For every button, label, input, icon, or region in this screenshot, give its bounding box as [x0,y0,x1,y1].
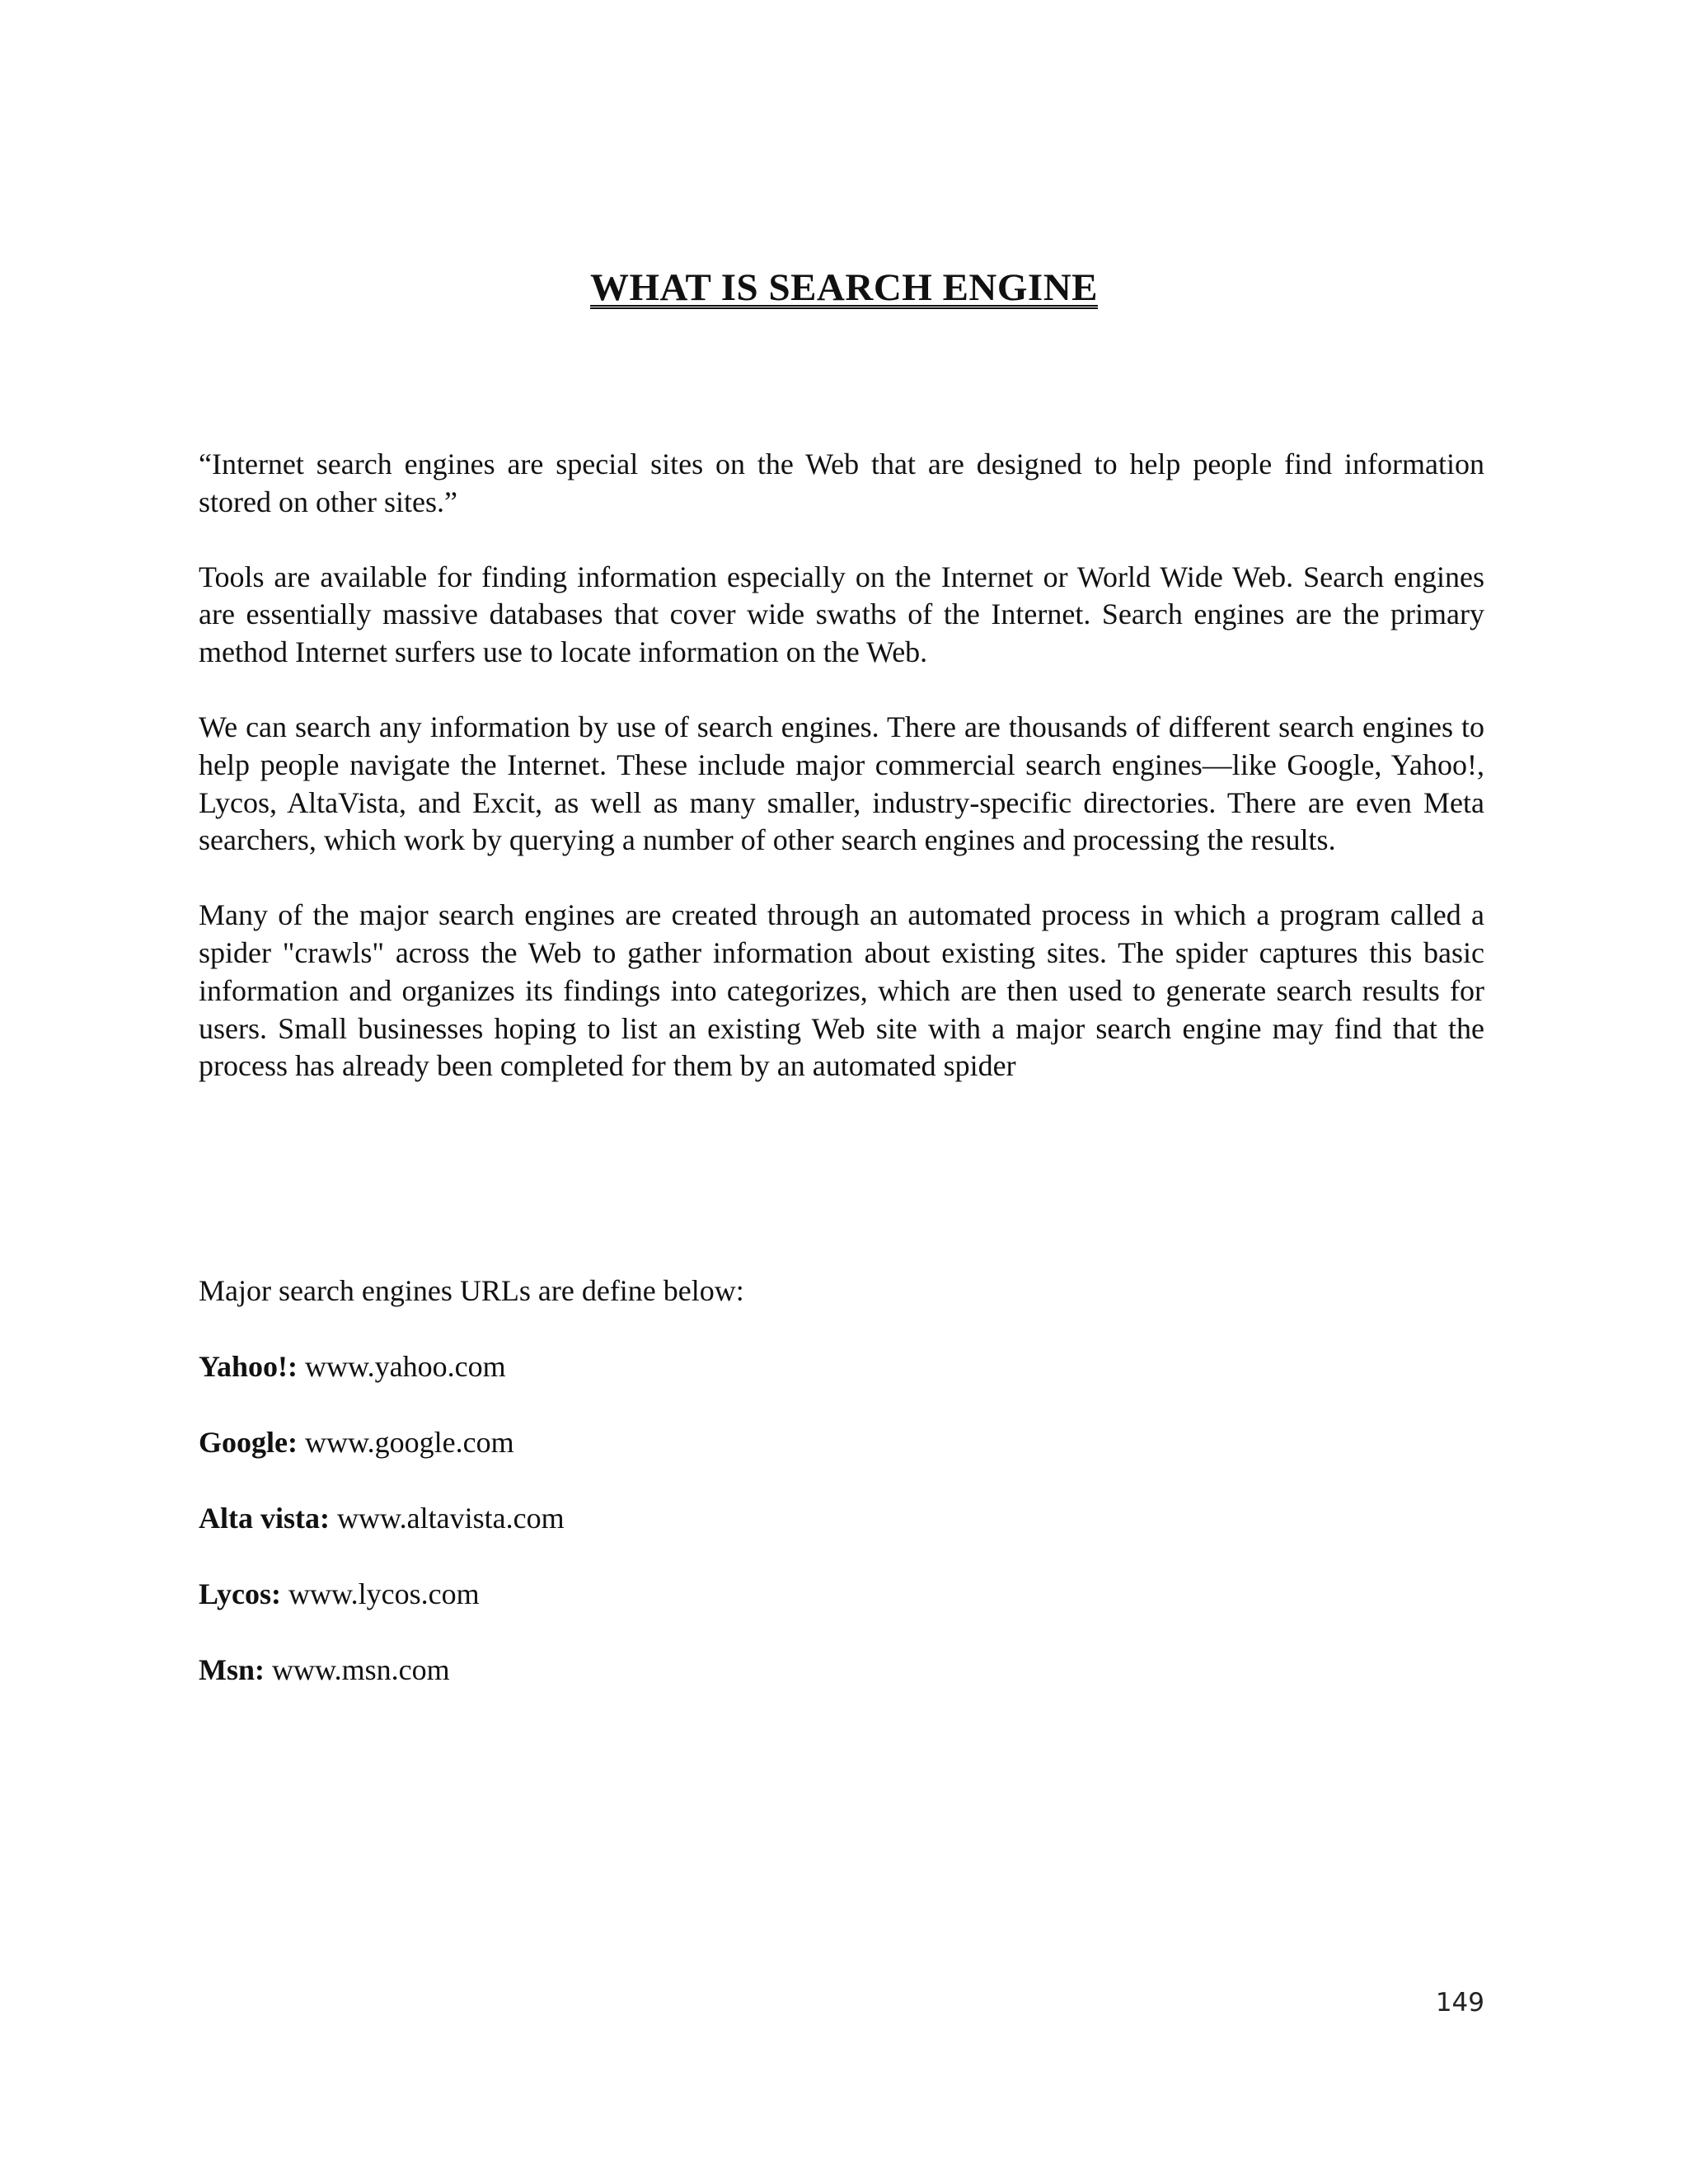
engine-list [199,1347,1484,1727]
paragraph-definition: “Internet search engines are special sites on the Web that are designed to help people find information stored on other sites.” [199,448,1484,518]
engine-name: Msn: [199,1653,265,1686]
paragraph-search-any: We can search any information by use of search engines. There are thousands of different search engines to help people navigate the Internet. These include major commercial search engines—like Google, Yahoo!, Lycos, AltaVista, and Excit, as well as many smaller, industry-specific directories. There are even Meta searchers, which work by querying a number of other search engines and processing the results. [199,710,1484,857]
body-text [199,446,1484,1122]
urls-intro: Major search engines URLs are define below: [199,1274,744,1307]
list-item [199,1651,1484,1727]
list-item [199,1575,1484,1651]
engine-name: Yahoo!: [199,1350,298,1383]
engine-name: Alta vista: [199,1502,330,1535]
engine-url: www.yahoo.com [305,1350,506,1383]
list-item [199,1423,1484,1499]
page-title [0,265,1688,310]
engine-url: www.msn.com [272,1653,450,1686]
engine-url: www.altavista.com [336,1502,565,1535]
paragraph-tools: Tools are available for finding information especially on the Internet or World Wide Web. Search engines are essentially massive databases that cover wide swaths of the Internet. Search engines are the primary method Internet surfers use to locate information on the Web. [199,560,1484,669]
engine-url: www.google.com [304,1426,514,1459]
engine-url: www.lycos.com [288,1577,480,1610]
list-item [199,1347,1484,1423]
engine-name: Google: [199,1426,298,1459]
page-number: 149 [1435,1988,1484,2018]
title-text: WHAT IS SEARCH ENGINE [590,266,1098,309]
paragraph-spider: Many of the major search engines are created through an automated process in which a program called a spider "crawls" across the Web to gather information about existing sites. The spider captures this basic information and organizes its findings into categorizes, which are then used to generate search results for users. Small businesses hoping to list an existing Web site with a major search engine may find that the process has already been completed for them by an automated spider [199,898,1484,1083]
list-item [199,1499,1484,1575]
engine-name: Lycos: [199,1577,282,1610]
